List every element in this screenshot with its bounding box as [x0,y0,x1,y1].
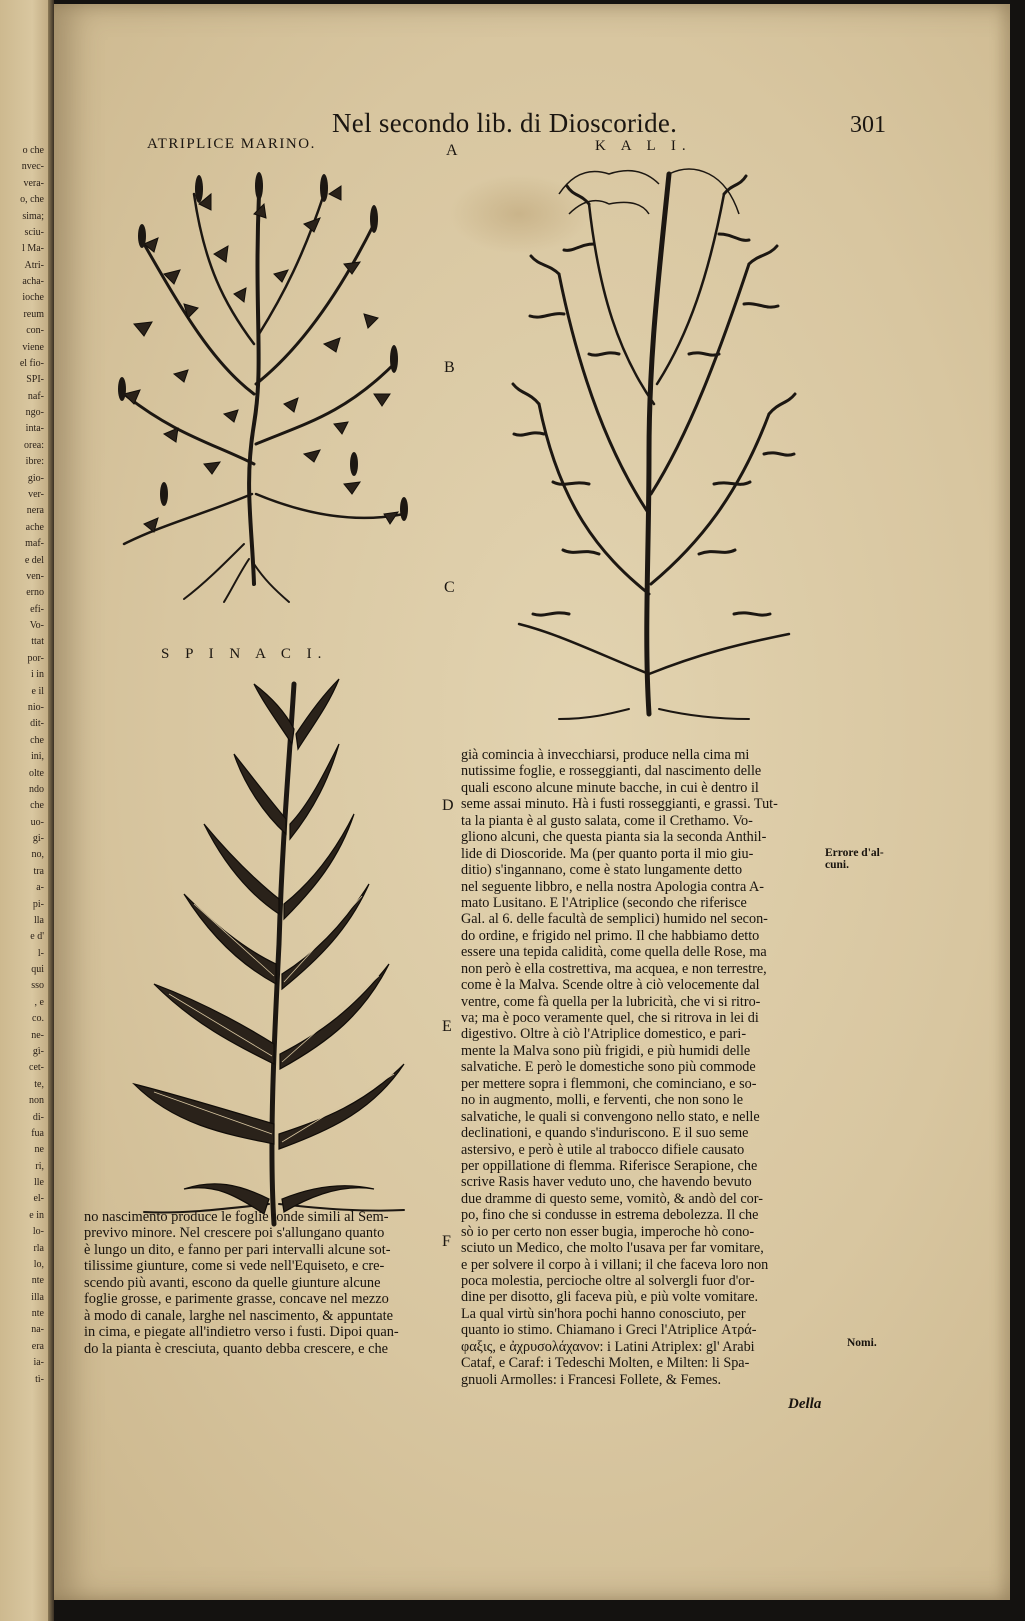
previous-page-fragment: pi- [32,898,44,910]
previous-page-fragment: ttat [31,636,44,648]
left-column-line: previvo minore. Nel crescere poi s'allungano quanto [84,1225,385,1242]
plant-title-spinaci: S P I N A C I. [161,646,328,662]
right-column-line: ditio) s'ingannano, come è stato lungamente detto [461,862,743,879]
previous-page-fragment: naf- [27,390,44,402]
previous-page-fragment: e del [24,554,44,566]
previous-page-fragment: e il [31,685,44,697]
previous-page-fragment: co. [32,1013,44,1025]
previous-page-fragment: o, che [20,194,44,206]
previous-page-fragment: e in [29,1209,44,1221]
previous-page-fragment: gio- [27,472,44,484]
previous-page-fragment: con- [26,325,44,337]
previous-page-fragment: l- [37,947,44,959]
previous-page-fragment: era [31,1340,44,1352]
sidenote-errore-line2: cuni. [825,859,849,871]
right-column-line: seme assai minuto. Hà i fusti rosseggianti, e grassi. Tut- [461,796,778,813]
previous-page-fragment: maf- [25,538,44,550]
right-column-text [461,747,778,1388]
book-page [54,4,1010,1600]
running-head: Nel secondo lib. di Dioscoride. [332,108,678,138]
right-column-line: La qual virtù sin'hora pochi hanno conosciuto, per [461,1305,746,1322]
margin-letter-e: E [442,1018,452,1035]
right-column-line: quanto io stimo. Chiamano i Greci l'Atriplice Ατρά- [461,1322,757,1339]
previous-page-fragment: acha- [22,276,44,288]
previous-page-fragment: sima; [22,210,44,222]
previous-page-fragment: l Ma- [22,243,44,255]
previous-page-fragment: el- [33,1193,44,1205]
previous-page-fragment: tra [33,865,44,877]
right-column-line: non però è ella costrettiva, ma acquea, e non terrestre, [461,960,767,977]
previous-page-fragment: ne [34,1144,44,1156]
right-column-line: dine per disotto, gli faceva più, e più volte vomitare. [461,1289,759,1306]
previous-page-edge [0,0,54,1621]
previous-page-fragment: inta- [25,423,44,435]
right-column-line: φαξις, e ἀχρυσολάχανον: i Latini Atriplex: gl' Arabi [461,1338,755,1355]
right-column-line: mato Lusitano. E l'Atriplice (secondo che riferisce [461,894,747,911]
previous-page-fragment: ne- [31,1029,44,1041]
previous-page-fragment: ver- [28,489,44,500]
previous-page-fragment: reum [23,308,44,320]
right-column-line: do ordine, e frigido nel primo. Il che habbiamo detto [461,927,760,944]
previous-page-fragment: ri, [35,1160,44,1172]
previous-page-fragment: ini, [30,751,44,763]
right-column-line: digestivo. Oltre à ciò l'Atriplice domestico, e pari- [461,1026,747,1043]
right-column-line: nutissime foglie, e rosseggianti, dal nascimento delle [461,763,762,780]
plant-title-kali: K A L I. [595,138,692,154]
left-column-line: tilissime giunture, come si vede nell'Equiseto, e cre- [84,1258,385,1275]
atriplice-marino-woodcut [104,164,414,604]
left-column-line: scendo più avanti, escono da quelle giunture alcune [84,1274,381,1291]
previous-page-fragment: gi- [32,833,44,845]
previous-page-fragment: gì- [32,1045,44,1057]
sidenote-errore [825,847,884,871]
left-column-line: no nascimento produce le foglie tonde simili al Sem- [84,1209,389,1225]
right-column-line: Gal. al 6. delle facultà de semplici) humido nel secon- [461,911,768,928]
right-column-line: nel seguente libbro, e nella nostra Apologia contra A- [461,878,764,895]
previous-page-fragment: tì- [35,1373,44,1385]
previous-page-fragment: erno [26,587,44,599]
previous-page-fragment: sso [31,980,44,992]
previous-page-fragment: lo, [33,1258,44,1270]
right-column-line: come è la Malva. Scende oltre à ciò velocemente dal [461,977,760,994]
right-column-line: due dramme di questo seme, vomitò, & andò del cor- [461,1190,763,1207]
sidenote-errore-line1: Errore d'al- [825,847,884,859]
previous-page-fragment: efi- [30,603,44,615]
margin-letter-d: D [442,797,454,814]
right-column-line: poca molestia, percioche oltre al solvergli fuor d'or- [461,1273,755,1289]
previous-page-fragment: o che [22,145,44,156]
previous-page-fragment: dit- [30,718,44,730]
right-column-line: sò io per certo non esser bugia, imperoche hò cono- [461,1223,755,1240]
left-column-text [84,1209,399,1357]
previous-page-fragment: a- [36,882,44,894]
previous-page-fragment: di- [32,1111,44,1123]
left-column-line: è lungo un dito, e fanno per pari intervalli alcune sot- [84,1241,391,1258]
left-column-line: foglie grosse, e parimente grasse, concave nel mezzo [84,1291,389,1308]
previous-page-fragment: nio- [27,701,44,713]
page-number: 301 [850,112,886,138]
previous-page-fragment: nte [31,1275,44,1287]
previous-page-fragment: lo- [32,1226,44,1238]
right-column-line: po, fino che si condusse in estrema debolezza. Il che [461,1207,759,1224]
right-column-line: gnuoli Armolles: i Francesi Follete, & Femes. [461,1371,722,1388]
previous-page-fragment: , e [34,996,44,1008]
previous-page-fragment: ngo- [25,407,44,419]
right-column-line: astersivo, e però è utile al trabocco difiele causato [461,1141,745,1158]
previous-page-fragment: SPI- [26,374,44,386]
previous-page-fragment: che [30,734,44,746]
previous-page-fragment: Vo- [29,620,44,632]
right-column-line: Cataf, e Caraf: i Tedeschi Molten, e Milten: li Spa- [461,1355,750,1372]
previous-page-fragment: no, [31,849,44,861]
catchword: Della [788,1396,822,1412]
spinaci-woodcut [114,664,414,1229]
previous-page-fragment: Atri- [24,259,44,271]
previous-page-fragment: ndo [29,783,44,795]
previous-page-fragment: non [29,1095,44,1107]
kali-woodcut [499,154,804,724]
previous-page-fragment: te, [34,1078,44,1090]
previous-page-fragment: ioche [22,292,44,304]
previous-page-fragment: illa [31,1291,44,1303]
previous-page-fragment: por- [27,652,44,664]
right-column-line: per oppillatione di flemma. Riferisce Serapione, che [461,1157,758,1174]
margin-letter-c: C [444,579,455,596]
previous-page-fragment: olte [29,767,44,779]
previous-page-fragment: na- [31,1324,44,1336]
right-column-line: sciuto un Medico, che molto l'usava per far vomitare, [461,1240,764,1257]
right-column-line: già comincia à invecchiarsi, produce nella cima mi [461,747,750,763]
previous-page-fragment: ibre: [25,456,44,468]
right-column-line: scrive Rasis haver veduto uno, che havendo bevuto [461,1174,752,1191]
right-column-line: ta la pianta è al gusto salata, come il Crethamo. Vo- [461,812,753,829]
right-column-line: gliono alcuni, che questa pianta sia la seconda Anthil- [461,829,767,846]
previous-page-fragment: vera- [23,177,44,189]
right-column-line: mente la Malva sono più frigidi, e più humidi delle [461,1042,751,1059]
margin-letter-a: A [446,142,458,159]
right-column-line: essere una tepida calidità, come quella delle Rose, ma [461,944,767,961]
left-column-line: in cima, e piegate all'indietro verso i fusti. Dipoi quan- [84,1324,399,1341]
previous-page-fragment: uo- [30,816,44,828]
previous-page-fragment: e d' [30,931,44,943]
right-column-line: va; ma è poco veramente quel, che si ritrova in lei di [461,1010,759,1026]
right-column-line: per mettere sopra i flemmoni, che cominciano, e so- [461,1075,757,1092]
previous-page-fragment: i in [30,669,44,681]
previous-page-fragment: lla [34,914,44,926]
previous-page-fragment: el fio- [19,357,44,369]
previous-page-fragment: orea: [24,439,44,451]
previous-page-fragment: fua [31,1127,44,1139]
right-column-line: ventre, come fà quella per la lubricità, che vi si ritro- [461,993,761,1010]
previous-page-fragment: che [30,800,44,812]
previous-page-fragment: nte [31,1308,44,1320]
right-column-line: declinationi, e quando s'indurisconо. E il suo seme [461,1125,749,1142]
previous-page-fragment: ia- [33,1357,44,1369]
plant-title-atriplice-marino: ATRIPLICE MARINO. [147,136,316,152]
previous-page-fragment: nera [26,505,44,517]
left-column-line: à modo di canale, larghe nel nascimento, & appuntate [84,1307,394,1324]
previous-page-fragment: qui [31,964,44,976]
right-column-line: lide di Dioscoride. Ma (per quanto porta il mio giu- [461,845,754,862]
left-column-line: do la pianta è cresciuta, quanto debba crescere, e che [84,1340,389,1357]
previous-page-fragment: ache [25,521,44,533]
previous-page-fragment: ven- [26,570,44,582]
previous-page-fragment: lle [34,1177,44,1189]
right-column-line: salvatiche. E però le domestiche sono più commode [461,1059,756,1076]
previous-page-fragment: rla [33,1242,44,1254]
right-column-line: salvatiche, le quali si convengono nello stato, e nelle [461,1108,760,1125]
right-column-line: no in augmento, molli, e ferventi, che non sono le [461,1092,744,1109]
previous-page-fragment: sciu- [24,226,44,238]
right-column-line: e per solvere il corpo à i villani; il che faceva loro non [461,1256,769,1273]
margin-letter-f: F [442,1233,451,1250]
previous-page-fragment: viene [22,341,44,353]
right-column-line: quali escono alcune minute bacche, in cui è dentro il [461,779,759,796]
previous-page-fragment: cet- [29,1062,44,1074]
previous-page-fragment: nvec- [21,161,44,173]
margin-letter-b: B [444,359,455,376]
sidenote-nomi: Nomi. [847,1337,877,1349]
